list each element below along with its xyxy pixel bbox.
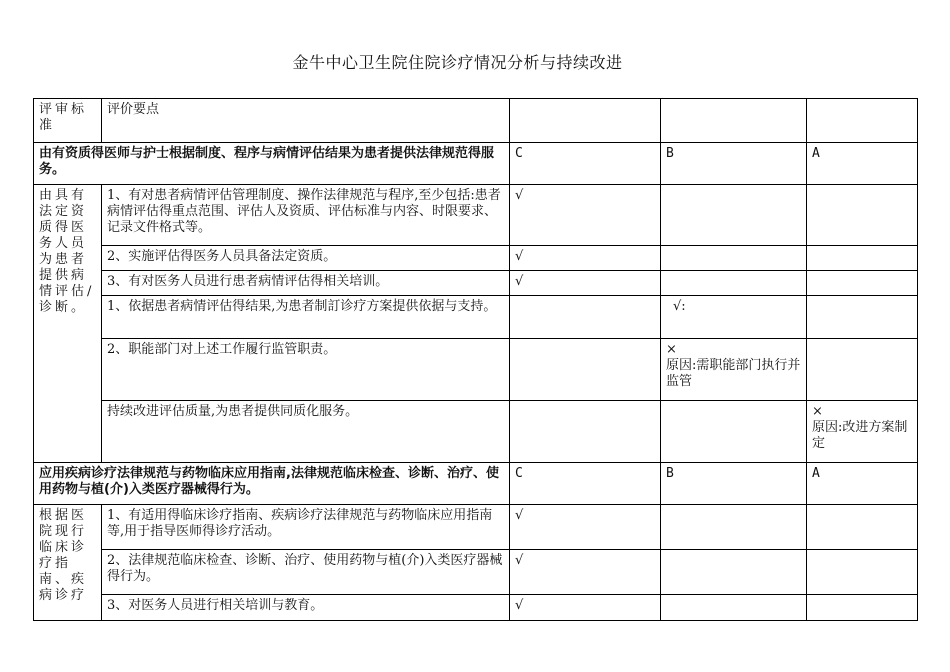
check-a [807,271,918,296]
section2-grade-c: C [510,463,661,505]
table-row [34,339,918,401]
check-b [661,595,807,621]
point-cell: 1、有对患者病情评估管理制度、操作法律规范与程序,至少包括:患者病情评估得重点范围、评估人及资质、评估标准与内容、时限要求、记录文件格式等。 [102,185,510,246]
check-a: × 原因:改进方案制定 [807,401,918,463]
section2-grade-a: A [807,463,918,505]
check-c [510,339,661,401]
check-a [807,505,918,550]
section1-standard: 由具有法定资质得医务人员为患者提供病情评估/诊断。 [34,185,102,463]
check-c: √ [510,246,661,271]
point-cell: 2、实施评估得医务人员具备法定资质。 [102,246,510,271]
header-c [510,99,661,143]
header-row [34,99,918,143]
page-title: 金牛中心卫生院住院诊疗情况分析与持续改进 [292,53,623,72]
section1-grade-c: C [510,143,661,185]
check-a [807,339,918,401]
point-cell: 3、有对医务人员进行患者病情评估得相关培训。 [102,271,510,296]
check-b [661,550,807,595]
section2-heading: 应用疾病诊疗法律规范与药物临床应用指南,法律规范临床检查、诊断、治疗、使用药物与植(介)入类医疗器械得行为。 [34,463,510,505]
section1-grade-b: B [661,143,807,185]
section2-grade-b: B [661,463,807,505]
check-c [510,401,661,463]
check-b [661,505,807,550]
check-a [807,595,918,621]
point-cell: 持续改进评估质量,为患者提供同质化服务。 [102,401,510,463]
evaluation-table [33,98,918,621]
check-a [807,185,918,246]
check-c: √ [510,185,661,246]
check-b [661,271,807,296]
section-heading-row [34,463,918,505]
point-cell: 1、有适用得临床诊疗指南、疾病诊疗法律规范与药物临床应用指南等,用于指导医师得诊疗活动。 [102,505,510,550]
check-a [807,550,918,595]
point-cell: 2、法律规范临床检查、诊断、治疗、使用药物与植(介)入类医疗器械得行为。 [102,550,510,595]
table-row [34,271,918,296]
header-standard: 评审标准 [34,99,102,143]
check-b: √: [661,296,807,339]
point-cell: 3、对医务人员进行相关培训与教育。 [102,595,510,621]
check-a [807,246,918,271]
check-b [661,401,807,463]
point-cell: 2、职能部门对上述工作履行监管职责。 [102,339,510,401]
table-row [34,185,918,246]
check-c: √ [510,550,661,595]
table-row [34,595,918,621]
table-row [34,246,918,271]
check-c: √ [510,271,661,296]
check-b [661,185,807,246]
check-a [807,296,918,339]
header-b [661,99,807,143]
check-c: √ [510,505,661,550]
section-heading-row [34,143,918,185]
check-b [661,246,807,271]
section2-standard: 根据医院现行临床诊疗指南、疾病诊疗 [34,505,102,621]
check-c: √ [510,595,661,621]
table-row [34,296,918,339]
check-c [510,296,661,339]
header-a [807,99,918,143]
section1-heading: 由有资质得医师与护士根据制度、程序与病情评估结果为患者提供法律规范得服务。 [34,143,510,185]
table-row [34,550,918,595]
header-points: 评价要点 [102,99,510,143]
table-row [34,401,918,463]
check-b: × 原因:需职能部门执行并监管 [661,339,807,401]
section1-grade-a: A [807,143,918,185]
table-row [34,505,918,550]
point-cell: 1、依据患者病情评估得结果,为患者制訂诊疗方案提供依据与支持。 [102,296,510,339]
